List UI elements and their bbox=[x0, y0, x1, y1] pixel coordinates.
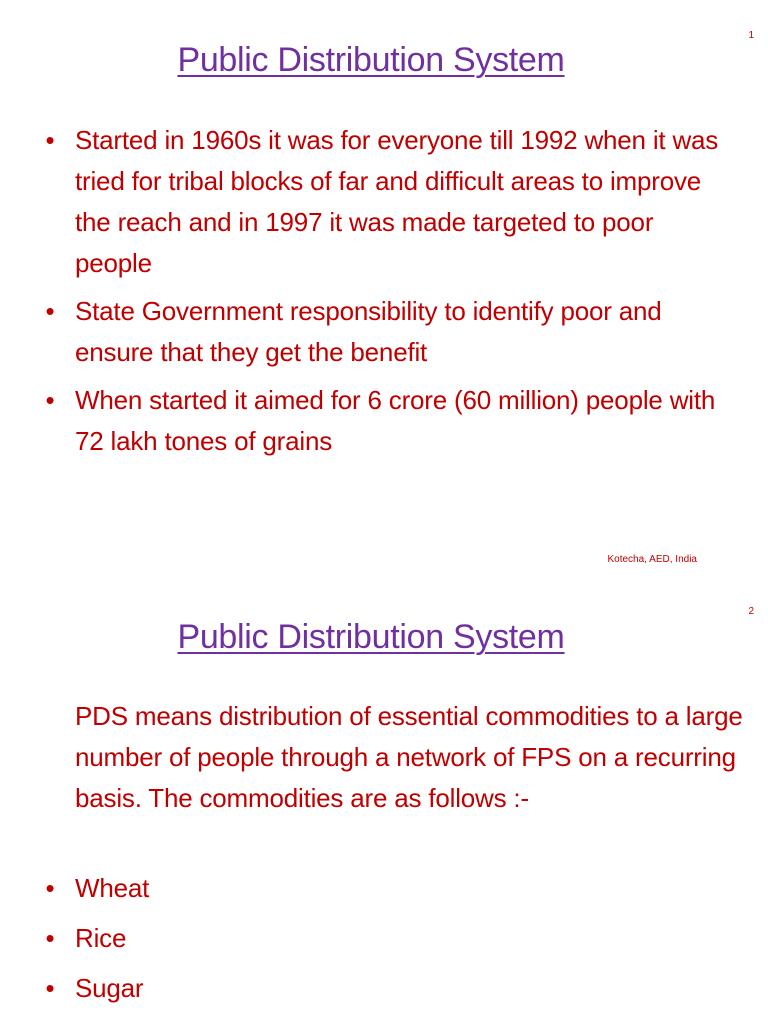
slide-footer: Kotecha, AED, India bbox=[607, 554, 697, 565]
bullet-icon: • bbox=[45, 873, 55, 903]
commodity-text: Rice bbox=[75, 923, 127, 953]
bullet-list bbox=[0, 120, 720, 469]
commodity-list bbox=[0, 868, 720, 1018]
slide-title: Public Distribution System bbox=[177, 41, 565, 79]
commodity-item bbox=[0, 968, 720, 1009]
commodity-item bbox=[0, 868, 720, 909]
bullet-icon: • bbox=[45, 923, 55, 953]
bullet-text: State Government responsibility to identify poor and ensure that they get the benefit bbox=[75, 296, 662, 367]
slide-number: 1 bbox=[748, 30, 754, 41]
bullet-item bbox=[0, 380, 720, 462]
intro-paragraph: PDS means distribution of essential commodities to a large number of people through a network of FPS on a recurring basis. The commodities are as follows :- bbox=[75, 701, 743, 813]
bullet-icon: • bbox=[45, 385, 55, 415]
commodity-text: Wheat bbox=[75, 873, 150, 903]
bullet-item bbox=[0, 120, 720, 284]
bullet-text: When started it aimed for 6 crore (60 million) people with 72 lakh tones of grains bbox=[75, 385, 716, 456]
slide-2 bbox=[0, 580, 768, 1024]
commodity-text: Sugar bbox=[75, 973, 144, 1003]
bullet-icon: • bbox=[45, 125, 55, 155]
commodity-item bbox=[0, 918, 720, 959]
bullet-icon: • bbox=[45, 296, 55, 326]
slide-number: 2 bbox=[748, 606, 754, 617]
slide-title: Public Distribution System bbox=[177, 618, 565, 656]
bullet-item bbox=[0, 291, 720, 373]
bullet-text: Started in 1960s it was for everyone till 1992 when it was tried for tribal blocks of far and difficult areas to improve the reach and in 1997 it was made targeted to poor people bbox=[75, 125, 719, 278]
bullet-icon: • bbox=[45, 973, 55, 1003]
